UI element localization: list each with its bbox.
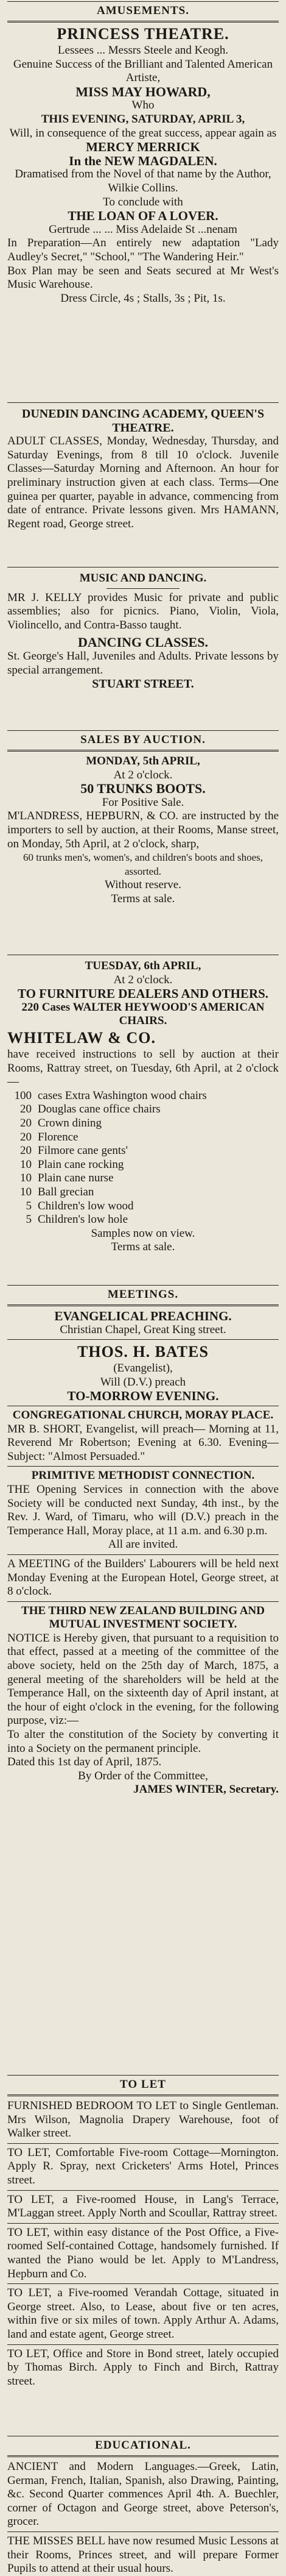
ad-title: PRINCESS THEATRE. [57, 25, 229, 43]
chair-description: Children's low wood [38, 1199, 134, 1212]
amusements-section-header: AMUSEMENTS. [97, 4, 189, 17]
sales-section-header: SALES BY AUCTION. [80, 733, 206, 746]
chair-quantity: 5 [26, 1213, 32, 1226]
ad-body: THE Opening Services in connection with the above Society will be conducted next Sunday, 4th inst., by the Rev. J. Ward, of Timaru, who will (D.V.) preach in the Temperance Hall, Moray place, at 11 a.m. and 6.30 p.m. [7, 1482, 279, 1537]
ad-line: Genuine Success of the Brilliant and Talented American Artiste, [13, 57, 273, 85]
chair-list-row [7, 1117, 279, 1131]
ad-title: WHITELAW & CO. [7, 1028, 156, 1047]
ad-line: Gertrude ... ... Miss Adelaide St ...nenam [49, 222, 237, 236]
ad-line: MONDAY, 5th APRIL, [86, 755, 200, 767]
ad-title: THE THIRD NEW ZEALAND BUILDING AND MUTUAL INVESTMENT SOCIETY. [21, 1604, 265, 1631]
meetings-ads [7, 1309, 279, 1797]
ad-line: MERCY MERRICK [86, 140, 200, 155]
rule [7, 1339, 279, 1340]
ad-line: All are invited. [108, 1538, 178, 1551]
ad-line: In the NEW MAGDALEN. [69, 153, 217, 168]
chair-description: Plain cane nurse [38, 1172, 114, 1185]
ad-line: Will (D.V.) preach [100, 1375, 186, 1389]
ad-title: CONGREGATIONAL CHURCH, MORAY PLACE. [12, 1408, 274, 1421]
chair-list-row [7, 1158, 279, 1172]
ad-body: MR B. SHORT, Evangelist, will preach— Morning at 11, Reverend Mr Robertson; Evening at 6.30. Evening—Subject: "Almost Persuaded." [7, 1422, 279, 1463]
rule [7, 2094, 279, 2096]
chair-list-row [7, 1144, 279, 1158]
ad-title: TO FURNITURE DEALERS AND OTHERS. [17, 986, 269, 1002]
ad-line: Without reserve. [105, 878, 181, 892]
to-let-ad: TO LET, within easy distance of the Post Office, a Five-roomed Self-contained Cottage, handsomely furnished. If wanted the Piano would be let. Apply to M'Landress, Hepburn and Co. [7, 2226, 279, 2280]
meetings-section-header: MEETINGS. [107, 1288, 179, 1301]
ad-title: EVANGELICAL PREACHING. [54, 1309, 232, 1323]
ad-title: THOS. H. BATES [77, 1343, 209, 1361]
chair-quantity: 20 [20, 1130, 32, 1144]
ad-line: Christian Chapel, Great King street. [60, 1323, 226, 1336]
rule [106, 588, 180, 589]
to-let-ad: TO LET, Office and Store in Bond street, lately occupied by Thomas Birch. Apply to Finch and Birch, Rattray street. [7, 2347, 279, 2388]
chair-quantity: 10 [20, 1158, 32, 1171]
ad-line: At 2 o'clock. [113, 768, 173, 781]
ad-line: At 2 o'clock. [113, 973, 173, 986]
ad-title: DANCING CLASSES. [78, 635, 208, 650]
music-dancing-ad [7, 572, 279, 691]
auction-chairs-ad [7, 959, 279, 1254]
chair-description: Ball grecian [38, 1185, 94, 1198]
ad-body: M'LANDRESS, HEPBURN, & CO. are instructed by the importers to sell by auction, at their Rooms, Manse street, on Monday, 5th April, at 2 o'clock, sharp, [7, 809, 279, 850]
ad-line: TO-MORROW EVENING. [67, 1389, 219, 1404]
rule [7, 2075, 279, 2076]
ad-body: St. George's Hall, Juveniles and Adults. Private lessons by special arrangement. [7, 649, 279, 677]
chair-quantity: 10 [20, 1185, 32, 1198]
chair-list-row [7, 1213, 279, 1227]
ad-line: To conclude with [103, 195, 183, 208]
rule [7, 1554, 279, 1555]
rule [7, 2344, 279, 2345]
ad-body: THE MISSES BELL have now resumed Music Lessons at their Rooms, Princes street, and will prepare Former Pupils to attend at their usual hours. [7, 2534, 279, 2575]
dunedin-dancing-ad [7, 407, 279, 531]
ad-line: Terms at sale. [111, 892, 175, 905]
princess-theatre-ad [7, 24, 279, 305]
ad-line: Who [131, 99, 155, 112]
educational-section-header: EDUCATIONAL. [95, 2439, 191, 2452]
ad-line: For Positive Sale. [102, 795, 184, 809]
ad-line: Will, in consequence of the great success, appear again as [9, 126, 277, 140]
chair-description: Filmore cane gents' [38, 1144, 128, 1158]
chair-quantity: 20 [20, 1144, 32, 1158]
ad-line: Lessees ... Messrs Steele and Keogh. [57, 44, 229, 57]
ad-body: NOTICE is Hereby given, that pursuant to a requisition to that effect, passed at a meeting of the committee of the above society, held on the 25th day of March, 1875, a general meeting of the shareholders will be held at the Temperance Hall, on the sixteenth day of April instant, at the hour of eight o'clock in the evening, for the following purpose, viz:— [7, 1631, 279, 1727]
rule [7, 21, 279, 23]
to-let-ad: TO LET, a Five-roomed House, in Lang's Terrace, M'Laggan street. Apply North and Scoullar, Rattray street. [7, 2193, 279, 2220]
rule [7, 567, 279, 568]
rule [7, 1466, 279, 1467]
chair-quantity: 20 [20, 1103, 32, 1116]
chair-list [7, 1089, 279, 1227]
chair-description: Children's low hole [38, 1213, 128, 1226]
rule [7, 730, 279, 731]
chair-list-row [7, 1200, 279, 1214]
ad-line: In Preparation—An entirely new adaptation "Lady Audley's Secret," "School," "The Wandering Heir." [7, 237, 279, 263]
ad-line: MISS MAY HOWARD, [75, 84, 211, 99]
chair-description: cases Extra Washington wood chairs [38, 1089, 207, 1102]
chair-description: Plain cane rocking [38, 1158, 124, 1171]
rule [7, 2283, 279, 2284]
ad-title: PRIMITIVE METHODIST CONNECTION. [31, 1469, 255, 1482]
rule [7, 1601, 279, 1602]
auction-boots-ad [7, 755, 279, 906]
rule [7, 2190, 279, 2191]
ad-body: MR J. KELLY provides Music for private and public assemblies; also for picnics. Piano, Violin, Viola, Violincello, and Contra-Basso taught. [7, 591, 279, 632]
ad-body: ANCIENT and Modern Languages.—Greek, Latin, German, French, Italian, Spanish, also Drawing, Painting, &c. Second Quarter commences April 4th. A. Buechler, corner of Octagon and George street, above Peterson's, grocer. [7, 2460, 279, 2528]
ad-line: Dress Circle, 4s ; Stalls, 3s ; Pit, 1s. [60, 291, 226, 305]
ad-line: THIS EVENING, SATURDAY, APRIL 3, [41, 112, 245, 126]
ad-line: Dated this 1st day of April, 1875. [7, 1756, 162, 1769]
ad-line: 60 trunks men's, women's, and children's boots and shoes, assorted. [23, 852, 263, 877]
ad-line: THE LOAN OF A LOVER. [68, 208, 218, 224]
chair-quantity: 100 [14, 1089, 32, 1102]
chair-description: Florence [38, 1130, 78, 1144]
chair-list-row [7, 1103, 279, 1117]
chair-list-row [7, 1131, 279, 1145]
rule [7, 1304, 279, 1306]
ad-line: Box Plan may be seen and Seats secured at Mr West's Music Warehouse. [7, 264, 279, 291]
ad-line: Samples now on view. [91, 1226, 195, 1240]
ad-body: To alter the constitution of the Society by converting it into a Society on the permanent principle. [7, 1728, 279, 1755]
rule [7, 2223, 279, 2224]
educational-ads [7, 2460, 279, 2576]
top-rule [7, 1, 279, 2]
to-let-ad: TO LET, a Five-roomed Verandah Cottage, situated in George street. Also, to Lease, about five or ten acres, within five or six miles of town. Apply Arthur A. Adams, land and estate agent, George street. [7, 2286, 279, 2341]
rule [7, 402, 279, 403]
ad-signature: JAMES WINTER, Secretary. [133, 1783, 279, 1796]
ad-line: 220 Cases WALTER HEYWOOD'S AMERICAN CHAIRS. [21, 1000, 265, 1028]
chair-quantity: 5 [26, 1199, 32, 1212]
to-let-ads [7, 2099, 279, 2388]
chair-description: Crown dining [38, 1116, 102, 1130]
chair-description: Douglas cane office chairs [38, 1103, 161, 1116]
rule [7, 2143, 279, 2144]
chair-list-row [7, 1186, 279, 1200]
chair-list-row [7, 1089, 279, 1103]
ad-line: By Order of the Committee, [78, 1769, 208, 1782]
to-let-ad: TO LET, Comfortable Five-room Cottage—Mornington. Apply R. Spray, next Cricketers' Arms Hotel, Princes street. [7, 2146, 279, 2186]
ad-line: Terms at sale. [111, 1240, 175, 1254]
rule [7, 750, 279, 752]
ad-body: ADULT CLASSES, Monday, Wednesday, Thursday, and Saturday Evenings, from 8 till 10 o'clock. Juvenile Classes—Saturday Morning and Afternoon. An hour for preliminary instruction given at each class. Terms—One guinea per quarter, payable in advance, commencing from date of entrance. Private lessons given. Mrs HAMANN, Regent road, George street. [7, 435, 279, 530]
ad-title: 50 TRUNKS BOOTS. [80, 781, 206, 797]
ad-line: TUESDAY, 6th APRIL, [85, 959, 201, 972]
chair-list-row [7, 1172, 279, 1186]
chair-quantity: 10 [20, 1172, 32, 1185]
ad-title: DUNEDIN DANCING ACADEMY, QUEEN'S THEATRE. [21, 407, 265, 435]
rule [7, 1285, 279, 1286]
ad-title: MUSIC AND DANCING. [79, 572, 207, 585]
ad-signature: STUART STREET. [92, 677, 194, 691]
ad-line: Dramatised from the Novel of that name by the Author, Wilkie Collins. [15, 168, 271, 194]
ad-line: (Evangelist), [113, 1362, 173, 1375]
rule [7, 2455, 279, 2457]
chair-quantity: 20 [20, 1116, 32, 1130]
to-let-section-header: TO LET [120, 2078, 166, 2091]
ad-body: have received instructions to sell by auction at their Rooms, Rattray street, on Tuesday, 6th April, at 2 o'clock— [7, 1047, 279, 1089]
to-let-ad: FURNISHED BEDROOM TO LET to Single Gentleman. Mrs Wilson, Magnolia Drapery Warehouse, foot of Walker street. [7, 2099, 279, 2140]
ad-body: A MEETING of the Builders' Labourers will be held next Monday Evening at the European Hotel, George street, at 8 o'clock. [7, 1557, 279, 1598]
